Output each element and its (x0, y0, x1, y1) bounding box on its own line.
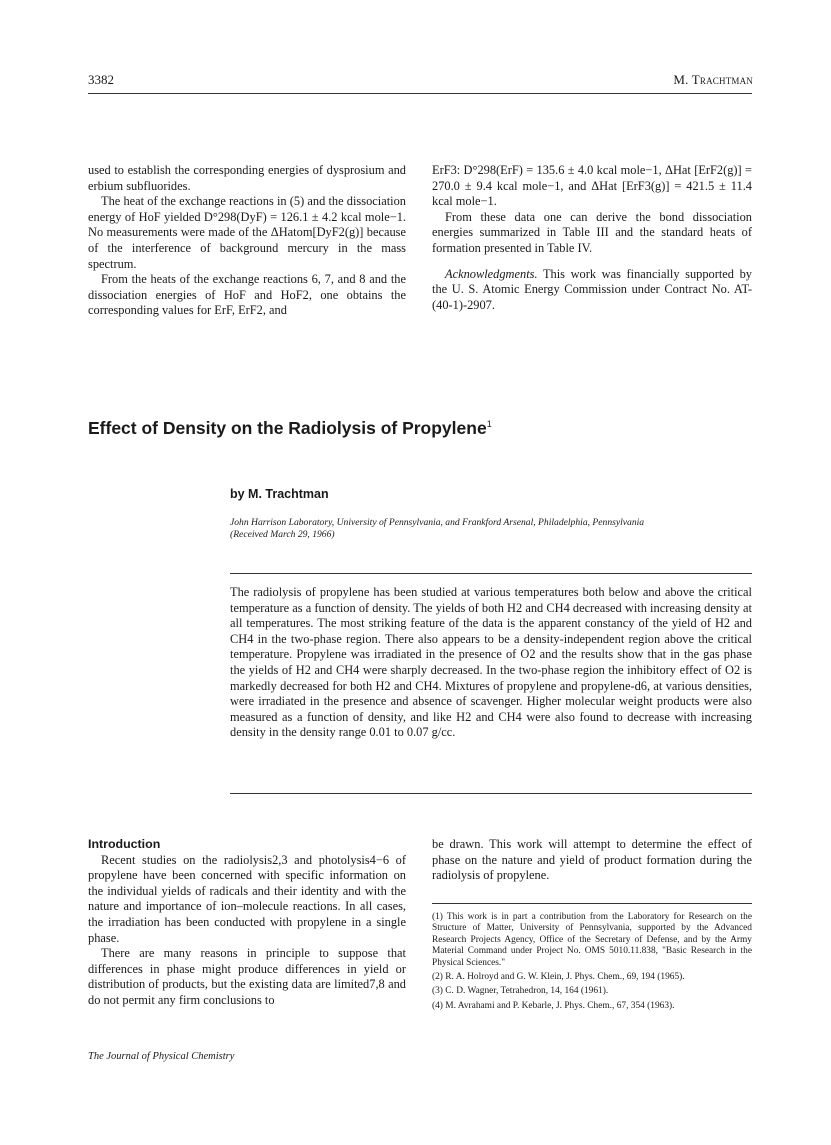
acknowledgments (432, 267, 752, 314)
affiliation-text: John Harrison Laboratory, University of Pennsylvania, and Frankford Arsenal, Philadelphia, Pennsylvania (230, 517, 645, 528)
article-title: Effect of Density on the Radiolysis of Propylene$^1$ (88, 418, 492, 438)
byline: by M. Trachtman (230, 487, 329, 501)
prev-article-right-column (432, 163, 752, 313)
prev-right-para-1: ErF3: D°298(ErF) = 135.6 ± 4.0 kcal mole−1, ΔHat [ErF2(g)] = 270.0 ± 9.4 kcal mole−1, and ΔHat [ErF3(g)] = 421.5 ± 11.4 kcal mole−1. (432, 163, 752, 209)
footnote-1: (1) This work is in part a contribution from the Laboratory for Research on the Structure of Matter, University of Pennsylvania, supported by the Advanced Research Projects Agency, Office of the Secretary of Defense, and by the Army Material Command under Project No. OMS 5010.11.838, "Basic Research in the Physical Sciences." (432, 912, 752, 968)
abstract (230, 585, 752, 741)
acknowledgments-label: Acknowledgments. (445, 266, 538, 281)
page-number: 3382 (88, 72, 114, 87)
prev-left-para-3: From the heats of the exchange reactions 6, 7, and 8 and the dissociation energies of HoF and HoF2, one obtains the corresponding values for ErF, ErF2, and (88, 272, 406, 318)
title-footnote-mark: 1 (486, 419, 492, 430)
footnote-2: (2) R. A. Holroyd and G. W. Klein, J. Phys. Chem., 69, 194 (1965). (432, 972, 685, 983)
intro-heading: Introduction (88, 837, 161, 851)
prev-right-para-2: From these data one can derive the bond dissociation energies summarized in Table III and the standard heats of formation presented in Table IV. (432, 209, 752, 255)
acknowledgments-text: This work was financially supported by the U. S. Atomic Energy Commission under Contract No. AT-(40-1)-2907. (432, 266, 752, 312)
intro-para-2: There are many reasons in principle to suppose that differences in phase might produce differences in yield or distribution of products, but the existing data are limited7,8 and do not permit any firm conclusions to (88, 946, 406, 1007)
prev-article-left-column (88, 163, 406, 319)
intro-continued: be drawn. This work will attempt to determine the effect of phase on the nature and yield of product formation during the radiolysis of propylene. (432, 837, 752, 883)
footnote-4: (4) M. Avrahami and P. Kebarle, J. Phys. Chem., 67, 354 (1963). (432, 1000, 675, 1011)
received-date: (Received March 29, 1966) (230, 529, 335, 541)
abstract-top-rule (230, 573, 752, 574)
intro-para-1: Recent studies on the radiolysis2,3 and photolysis4−6 of propylene have been concerned with specific information on the individual yields of radicals and their identity and with the nature and importance of ion–molecule reactions. In all cases, the irradiation has been conducted with propylene in a single phase. (88, 852, 406, 945)
intro-left-column (88, 837, 406, 1009)
prev-left-para-2: The heat of the exchange reactions in (5) and the dissociation energy of HoF yielded D°298(DyF) = 126.1 ± 4.2 kcal mole−1. No measurements were made of the ΔHatom[DyF2(g)] because of the interference of background mercury in the mass spectrum. (88, 194, 406, 271)
footnote-rule (432, 903, 752, 904)
footnotes (432, 912, 752, 1015)
abstract-bottom-rule (230, 793, 752, 794)
footnote-3: (3) C. D. Wagner, Tetrahedron, 14, 164 (1961). (432, 986, 609, 997)
prev-left-para-1: used to establish the corresponding energies of dysprosium and erbium subfluorides. (88, 163, 406, 193)
affiliation (230, 517, 750, 542)
intro-right-column (432, 837, 752, 884)
running-author: M. Trachtman (673, 72, 753, 87)
journal-footer: The Journal of Physical Chemistry (88, 1051, 235, 1062)
header-rule (88, 93, 752, 94)
abstract-text: The radiolysis of propylene has been studied at various temperatures both below and above the critical temperature as a function of density. The yields of both H2 and CH4 decreased with increasing density at all temperatures. The most striking feature of the data is the apparent constancy of the yield of H2 and CH4 in the two-phase region. There also appears to be a density-independent region above the critical temperature. Propylene was irradiated in the presence of O2 and the results show that in the gas phase the yields of H2 and CH4 were sharply decreased. In the two-phase region the inhibitory effect of O2 is markedly decreased for both H2 and CH4. Mixtures of propylene and propylene-d6, at various densities, were irradiated in the presence and absence of scavenger. Higher molecular weight products were also measured as a function of density, and like H2 and CH4 were also found to decrease with increasing density in the density range 0.01 to 0.07 g/cc. (230, 585, 752, 740)
